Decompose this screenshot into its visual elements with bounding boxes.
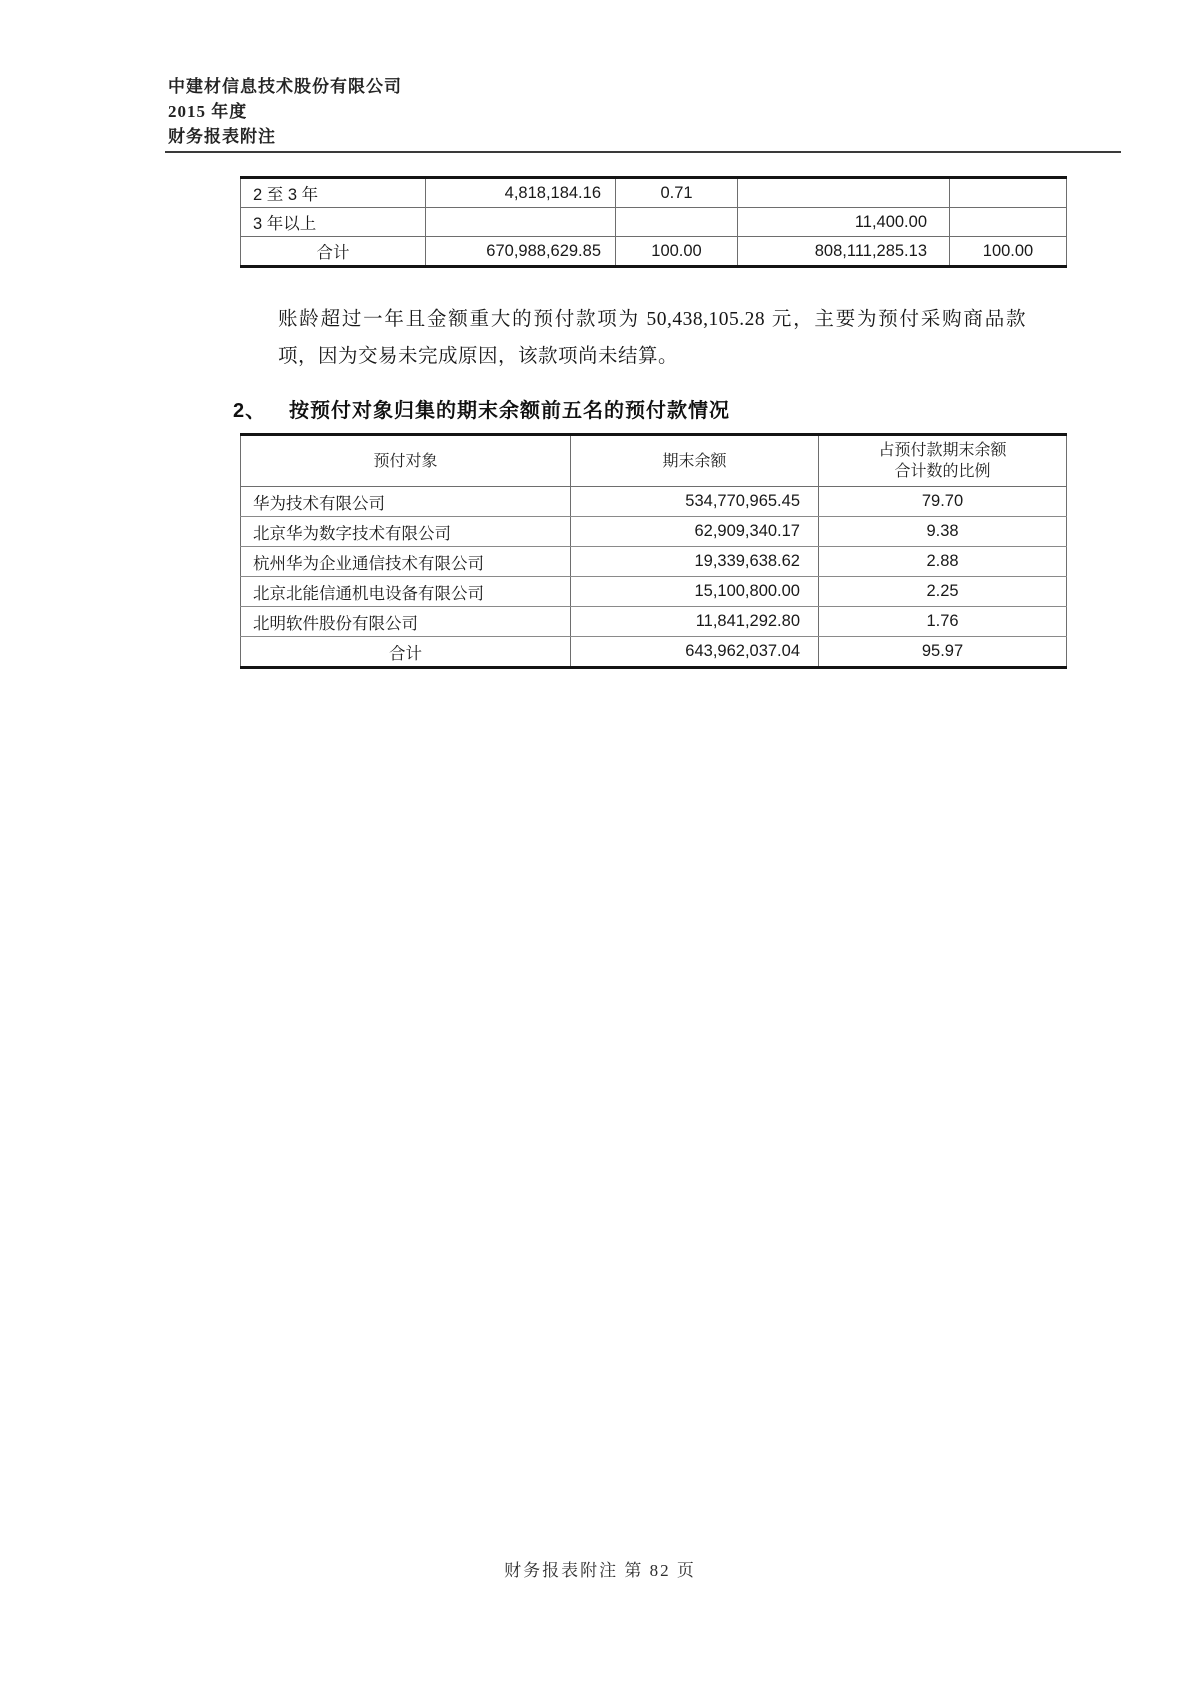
aging-amount-prev xyxy=(738,178,950,208)
prepayment-top5-table xyxy=(240,433,1067,669)
section-title: 按预付对象归集的期末余额前五名的预付款情况 xyxy=(289,400,730,422)
table-row xyxy=(241,487,1067,517)
payee-ratio: 79.70 xyxy=(819,487,1067,517)
aging-percent-prev xyxy=(950,208,1067,237)
payee-balance: 62,909,340.17 xyxy=(571,517,819,547)
aging-total-amount: 670,988,629.85 xyxy=(426,237,616,267)
aging-percent: 0.71 xyxy=(616,178,738,208)
payee-name: 华为技术有限公司 xyxy=(241,487,571,517)
payee-ratio: 1.76 xyxy=(819,607,1067,637)
table-total-row xyxy=(241,237,1067,267)
table-row xyxy=(241,547,1067,577)
aging-total-percent-prev: 100.00 xyxy=(950,237,1067,267)
total-balance: 643,962,037.04 xyxy=(571,637,819,668)
table-row xyxy=(241,208,1067,237)
aging-analysis-table xyxy=(240,176,1067,268)
aging-total-label: 合计 xyxy=(241,237,426,267)
document-title: 财务报表附注 xyxy=(168,127,276,146)
table-row xyxy=(241,178,1067,208)
aging-total-amount-prev: 808,111,285.13 xyxy=(738,237,950,267)
document-header xyxy=(168,74,402,149)
table-row xyxy=(241,607,1067,637)
payee-name: 北京北能信通机电设备有限公司 xyxy=(241,577,571,607)
aging-note-paragraph: 账龄超过一年且金额重大的预付款项为 50,438,105.28 元，主要为预付采购商品款项，因为交易未完成原因，该款项尚未结算。 xyxy=(278,308,1026,367)
payee-balance: 11,841,292.80 xyxy=(571,607,819,637)
table-total-row xyxy=(241,637,1067,668)
payee-name: 北明软件股份有限公司 xyxy=(241,607,571,637)
payee-ratio: 2.88 xyxy=(819,547,1067,577)
total-ratio: 95.97 xyxy=(819,637,1067,668)
aging-label: 3 年以上 xyxy=(241,208,426,237)
payee-ratio: 9.38 xyxy=(819,517,1067,547)
total-label: 合计 xyxy=(241,637,571,668)
company-name: 中建材信息技术股份有限公司 xyxy=(168,77,402,96)
section-number: 2、 xyxy=(233,400,267,422)
section-heading xyxy=(233,394,730,423)
table-row xyxy=(241,577,1067,607)
col-header-ratio-line1: 占预付款期末余额 xyxy=(878,442,1007,459)
aging-label: 2 至 3 年 xyxy=(241,178,426,208)
aging-total-percent: 100.00 xyxy=(616,237,738,267)
col-header-object: 预付对象 xyxy=(241,435,571,487)
aging-amount: 4,818,184.16 xyxy=(426,178,616,208)
col-header-ratio xyxy=(819,435,1067,487)
payee-name: 杭州华为企业通信技术有限公司 xyxy=(241,547,571,577)
table-header-row xyxy=(241,435,1067,487)
payee-name: 北京华为数字技术有限公司 xyxy=(241,517,571,547)
payee-balance: 534,770,965.45 xyxy=(571,487,819,517)
payee-ratio: 2.25 xyxy=(819,577,1067,607)
aging-amount xyxy=(426,208,616,237)
col-header-balance: 期末余额 xyxy=(571,435,819,487)
header-divider xyxy=(165,151,1121,153)
aging-percent-prev xyxy=(950,178,1067,208)
col-header-ratio-line2: 合计数的比例 xyxy=(894,463,991,480)
payee-balance: 15,100,800.00 xyxy=(571,577,819,607)
report-period: 2015 年度 xyxy=(168,102,248,121)
payee-balance: 19,339,638.62 xyxy=(571,547,819,577)
aging-percent xyxy=(616,208,738,237)
table-row xyxy=(241,517,1067,547)
page-footer: 财务报表附注 第 82 页 xyxy=(504,1561,696,1580)
aging-amount-prev: 11,400.00 xyxy=(738,208,950,237)
